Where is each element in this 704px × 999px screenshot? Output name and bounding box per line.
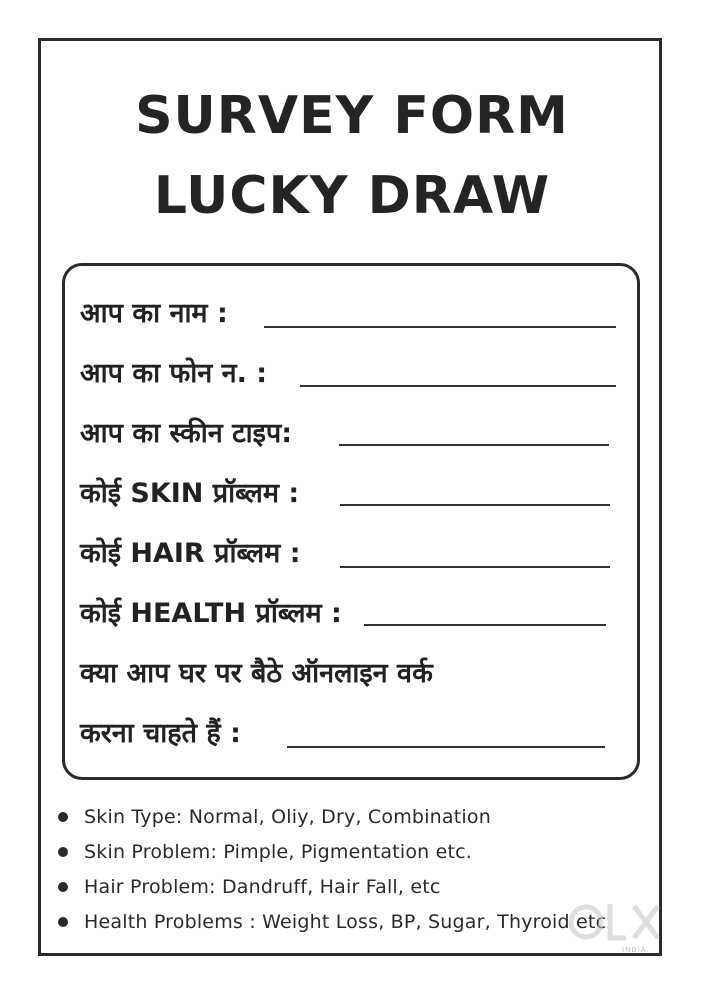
field-label-phone: आप का फोन न. : <box>80 358 268 389</box>
note-text: Hair Problem: Dandruff, Hair Fall, etc <box>84 876 441 898</box>
watermark-sub-text: INDIA <box>622 946 647 954</box>
field-blank-health-problem[interactable] <box>364 624 606 626</box>
olx-watermark-logo <box>566 892 666 954</box>
watermark-o-shape <box>571 907 601 937</box>
note-text: Health Problems : Weight Loss, BP, Sugar, Thyroid etc <box>84 911 607 933</box>
field-blank-hair-problem[interactable] <box>340 566 610 568</box>
form-title-line-2: LUCKY DRAW <box>153 166 551 226</box>
field-label-hair-problem: कोई HAIR प्रॉब्लम : <box>80 538 301 569</box>
note-text: Skin Type: Normal, Oliy, Dry, Combination <box>84 806 491 828</box>
note-item-skin-type <box>58 800 678 835</box>
form-title-line-1: SURVEY FORM <box>135 86 569 146</box>
field-blank-online-work[interactable] <box>287 746 605 748</box>
field-label-health-problem: कोई HEALTH प्रॉब्लम : <box>80 598 342 629</box>
field-blank-phone[interactable] <box>300 385 616 387</box>
note-text: Skin Problem: Pimple, Pigmentation etc. <box>84 841 473 863</box>
field-label-skin-type: आप का स्कीन टाइप: <box>80 418 293 449</box>
bullet-icon <box>58 882 68 892</box>
field-label-online-work-line-1: क्या आप घर पर बैठे ऑनलाइन वर्क <box>80 658 433 689</box>
fields-box <box>62 263 640 780</box>
field-label-skin-problem: कोई SKIN प्रॉब्लम : <box>80 478 300 509</box>
note-item-skin-problem <box>58 835 678 870</box>
field-label-name: आप का नाम : <box>80 298 228 329</box>
field-blank-name[interactable] <box>264 326 616 328</box>
field-blank-skin-type[interactable] <box>339 444 609 446</box>
field-label-online-work-line-2: करना चाहते हैं : <box>80 718 241 749</box>
field-blank-skin-problem[interactable] <box>340 504 610 506</box>
bullet-icon <box>58 812 68 822</box>
watermark-l-shape <box>610 904 626 938</box>
bullet-icon <box>58 847 68 857</box>
bullet-icon <box>58 917 68 927</box>
watermark-x-shape <box>634 906 658 938</box>
